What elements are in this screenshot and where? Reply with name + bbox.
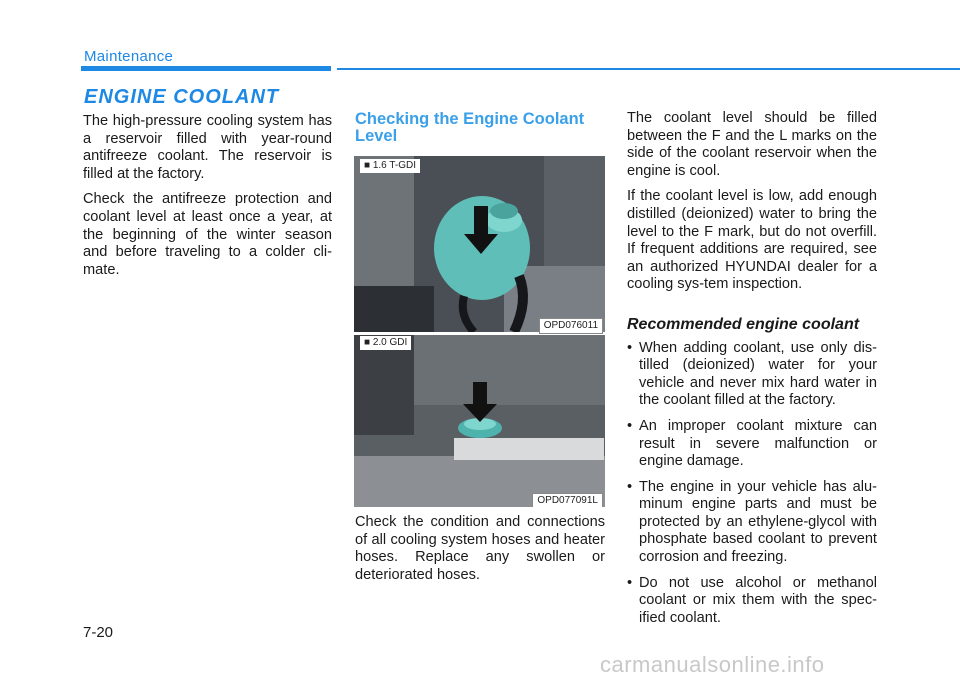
list-item-text: Do not use alcohol or methanol coolant or mix them with the spec-ified coolant.	[639, 574, 877, 626]
list-item	[627, 479, 877, 567]
column-2-paragraph: Check the condition and connections of all cooling system hoses and heater hoses. Replace any swollen or deteriorated hoses.	[355, 514, 605, 583]
list-item	[627, 340, 877, 410]
page-title: ENGINE COOLANT	[84, 86, 280, 108]
header-rule-thick	[81, 66, 331, 71]
subsection-title: Checking the Engine Coolant Level	[355, 110, 585, 145]
page-number: 7-20	[83, 624, 114, 641]
list-item	[627, 575, 877, 628]
paragraph: If the coolant level is low, add enough distilled (deionized) water to bring the level to the F mark, but do not overfill. If frequent additions are required, see an authorized HYUNDAI dealer for a cooling sys-tem inspection.	[627, 188, 877, 293]
bullet-list	[627, 340, 877, 628]
figure-code-top: OPD076011	[539, 318, 603, 334]
column-1	[83, 113, 332, 287]
list-item	[627, 418, 877, 471]
list-item-text: An improper coolant mixture can result in severe malfunction or engine damage.	[639, 417, 877, 470]
engine-coolant-figure	[354, 156, 605, 507]
watermark: carmanualsonline.info	[600, 652, 825, 677]
figure-code-bottom: OPD077091L	[532, 493, 603, 507]
paragraph: Check the antifreeze protection and coolant level at least once a year, at the beginning of the winter season and before traveling to a colder cli-mate.	[83, 191, 332, 278]
bullet-icon: •	[627, 574, 633, 591]
bullet-icon: •	[627, 478, 633, 495]
subsection-title: Recommended engine coolant	[627, 315, 860, 333]
section-label: Maintenance	[84, 48, 174, 65]
paragraph: The high-pressure cooling system has a reservoir filled with year-round antifreeze coolant. The reservoir is filled at the factory.	[83, 113, 332, 182]
column-3	[627, 110, 877, 635]
paragraph: The coolant level should be filled between the F and the L marks on the side of the coolant reservoir when the engine is cool.	[627, 110, 877, 179]
figure-label-bottom: ■ 2.0 GDI	[360, 336, 411, 350]
bullet-icon: •	[627, 417, 633, 434]
list-item-text: When adding coolant, use only dis-tilled (deionized) water for your vehicle and never mix hard water in the coolant filled at the factory.	[639, 339, 877, 409]
list-item-text: The engine in your vehicle has alu-minum engine parts and must be protected by an ethylene-glycol with phosphate based coolant to prevent corrosion and freezing.	[639, 478, 877, 566]
figure-label-top: ■ 1.6 T-GDI	[360, 159, 420, 173]
header-rule-thin	[337, 68, 960, 70]
bullet-icon: •	[627, 339, 633, 356]
